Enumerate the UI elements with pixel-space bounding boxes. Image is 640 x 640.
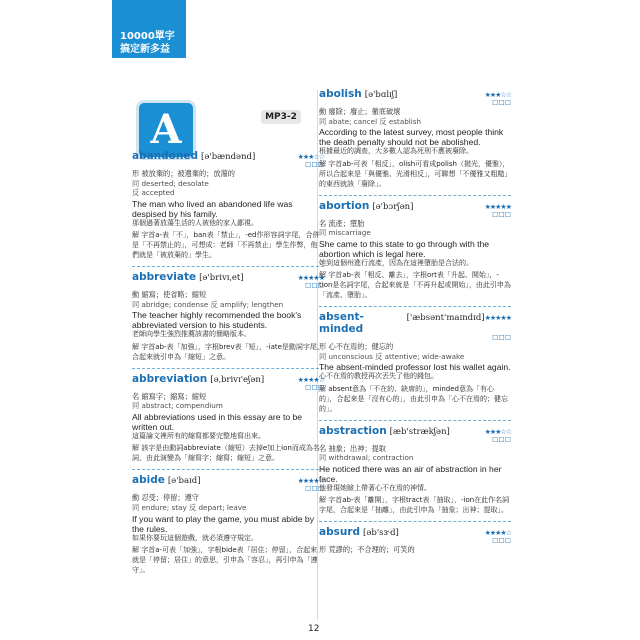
antonyms: 反 accepted — [132, 188, 175, 198]
dictionary-entry — [319, 420, 511, 516]
definition: 動 縮寫；使省略；縮短 — [132, 290, 207, 300]
etymology-note: 解 該字是由動詞abbreviate（縮短）去掉e加上ion而成為名詞，由此演變為「縮寫字；縮寫；縮短」之意。 — [132, 444, 320, 463]
etymology-note: 解 absent意為「不在的、缺席的」，minded意為「有心的」，合起來是「沒有心的」，由此引申為「心不在焉的；健忘的」。 — [319, 384, 508, 413]
synonyms: 同 abate; cancel 反 establish — [319, 116, 422, 126]
series-title-line1: 10000單字 — [120, 31, 175, 42]
example-translation: 老師向學生強烈推薦該書的簡略版本。 — [132, 330, 251, 339]
dictionary-page — [112, 66, 524, 632]
phonetic: [ə'bɑlɪʃ] — [364, 90, 398, 100]
example-translation: 他發現她臉上帶著心不在焉的神情。 — [319, 483, 431, 492]
example-translation: 如果你要玩這個遊戲，就必須遵守規定。 — [132, 533, 258, 542]
review-checkboxes: ☐☐☐ — [305, 485, 324, 494]
book-series-tab — [112, 0, 186, 58]
headword: abolish — [319, 88, 362, 100]
etymology-note: 解 字首ab-表「離開」，字根tract表「抽取」，-ion在此作名詞字尾，合起來是「抽離」，由此引申為「抽象；出神；提取」。 — [319, 496, 510, 515]
dictionary-entry — [319, 88, 511, 189]
synonyms: 同 abstract; compendium — [132, 401, 223, 411]
headword: absent-minded — [319, 311, 364, 336]
headword: abortion — [319, 199, 370, 212]
headword: absurd — [319, 526, 361, 539]
synonyms: 同 deserted; desolate — [132, 178, 209, 188]
review-checkboxes: ☐☐☐ — [492, 435, 511, 444]
headword: abide — [132, 474, 165, 487]
example-sentence: He noticed there was an air of abstraction in her face. — [319, 463, 502, 484]
frequency-stars: ★★★★★ — [484, 202, 511, 211]
example-translation: 心不在焉的教授再次丟失了他的錢包。 — [319, 372, 438, 381]
mp3-track-label: MP3-2 — [261, 110, 301, 124]
letter-badge-text: A — [150, 106, 182, 153]
example-translation: 那個過著放蕩生活的人被他的家人鄙視。 — [132, 218, 258, 227]
example-sentence: The man who lived an abandoned life was despised by his family. — [132, 198, 293, 219]
dictionary-entry — [132, 150, 324, 260]
review-checkboxes: ☐☐☐ — [305, 161, 324, 169]
etymology-note: 解 字首a-表「不」，ban表「禁止」，-ed作形容詞字尾，合併是「不再禁止的」，可想成：老師「不再禁止」學生作弊，他們就是「被放棄的」學生。 — [132, 231, 320, 260]
phonetic: [ə'brivɪˌet] — [199, 273, 244, 284]
frequency-stars: ★★★★☆ — [484, 529, 511, 538]
frequency-stars: ★★★☆☆ — [484, 427, 511, 436]
example-sentence: She came to this state to go through with the abortion which is legal here. — [319, 238, 490, 259]
series-title-line2: 搞定新多益 — [120, 44, 170, 55]
frequency-stars: ★★★★★ — [484, 314, 511, 323]
synonyms: 同 abridge; condense 反 amplify; lengthen — [132, 299, 284, 309]
phonetic: [əˌbrivɪ'eʃən] — [210, 374, 265, 385]
example-sentence: All abbreviations used in this essay are to be written out. — [132, 411, 303, 432]
definition: 名 流產；墮胎 — [319, 218, 365, 228]
synonyms: 同 unconscious 反 attentive; wide-awake — [319, 351, 465, 361]
synonyms: 同 endure; stay 反 depart; leave — [132, 502, 247, 512]
etymology-note: 解 字首ab-可表「相反」，olish可看成polish（拋光，優雅），所以合起來是「與優雅、光滑相反」，可聯想「不優雅又粗糙」的東西就該「廢除」。 — [319, 159, 510, 188]
page-number: 12 — [308, 624, 320, 634]
headword: abbreviate — [132, 271, 197, 284]
etymology-note: 解 字首a-可表「加強」，字根bide表「居住；停留」，合起來就是「停留；居住」的意思，引申為「容忍」，再引申為「遵守」。 — [132, 545, 318, 574]
definition: 形 荒謬的；不合理的；可笑的 — [319, 545, 415, 555]
definition: 形 被放棄的；被遺棄的；放蕩的 — [132, 169, 235, 178]
dictionary-entry — [132, 266, 324, 362]
frequency-stars: ★★★★★ — [297, 274, 324, 283]
example-sentence: According to the latest survey, most people think the death penalty should not be abolished. — [319, 127, 504, 148]
frequency-stars: ★★★☆☆ — [297, 153, 324, 161]
phonetic: [æb'strækʃən] — [389, 426, 450, 437]
headword: abstraction — [319, 424, 387, 437]
left-column — [132, 150, 324, 581]
example-translation: 她到這個州進行流產，因為在這裡墮胎是合法的。 — [319, 258, 473, 267]
definition: 形 心不在焉的；健忘的 — [319, 342, 394, 352]
frequency-stars: ★★★★☆ — [297, 375, 324, 384]
phonetic: ['æbsənt'maɪndɪd] — [406, 313, 485, 324]
right-column — [319, 88, 511, 561]
etymology-note: 解 字首ab-表「相反、離去」，字根ort表「升起、開始」，-tion是名詞字尾，合起來就是「不再升起或開始」，由此引申為「流產、墮胎」。 — [319, 271, 511, 300]
entry-header — [319, 311, 511, 335]
review-checkboxes: ☐☐☐ — [492, 99, 511, 107]
dictionary-entry — [132, 469, 324, 575]
definition: 名 抽象；出神；提取 — [319, 443, 386, 453]
phonetic: [ə'bændənd] — [201, 152, 256, 162]
example-sentence: The absent-minded professor lost his wallet again. — [319, 362, 511, 373]
headword: abbreviation — [132, 372, 208, 385]
etymology-note: 解 字首ab-表「加強」，字根brev表「短」，-iate是動詞字尾，合起來就引申為「縮短」之意。 — [132, 342, 324, 361]
review-checkboxes: ☐☐☐ — [305, 282, 324, 291]
phonetic: [əb'sɝd] — [363, 528, 399, 539]
definition: 動 廢除；廢止；徹底破壞 — [319, 107, 401, 116]
dictionary-entry — [319, 521, 511, 555]
dictionary-entry — [319, 195, 511, 301]
dictionary-entry — [319, 306, 511, 414]
headword: abandoned — [132, 150, 199, 162]
definition: 名 縮寫字；縮寫；縮短 — [132, 391, 207, 401]
synonyms: 同 withdrawal; contraction — [319, 453, 414, 463]
example-sentence: If you want to play the game, you must abide by the rules. — [132, 513, 315, 534]
review-checkboxes: ☐☐☐ — [492, 537, 511, 546]
example-translation: 根據最近的調查，大多數人認為死刑不應被廢除。 — [319, 147, 473, 156]
phonetic: [ə'baɪd] — [167, 476, 201, 487]
example-translation: 這篇論文裡所有的縮寫都要完整地寫出來。 — [132, 431, 265, 440]
example-sentence: The teacher highly recommended the book's abbreviated version to his students. — [132, 310, 302, 331]
review-checkboxes: ☐☐☐ — [305, 383, 324, 392]
frequency-stars: ★★★☆☆ — [484, 91, 511, 99]
synonyms: 同 miscarriage — [319, 228, 371, 238]
definition: 動 忍受；停留；遵守 — [132, 493, 199, 503]
frequency-stars: ★★★★☆ — [297, 477, 324, 486]
review-checkboxes: ☐☐☐ — [492, 210, 511, 219]
dictionary-entry — [132, 368, 324, 464]
review-checkboxes: ☐☐☐ — [492, 334, 511, 343]
phonetic: [ə'bɔrʃən] — [372, 201, 414, 212]
